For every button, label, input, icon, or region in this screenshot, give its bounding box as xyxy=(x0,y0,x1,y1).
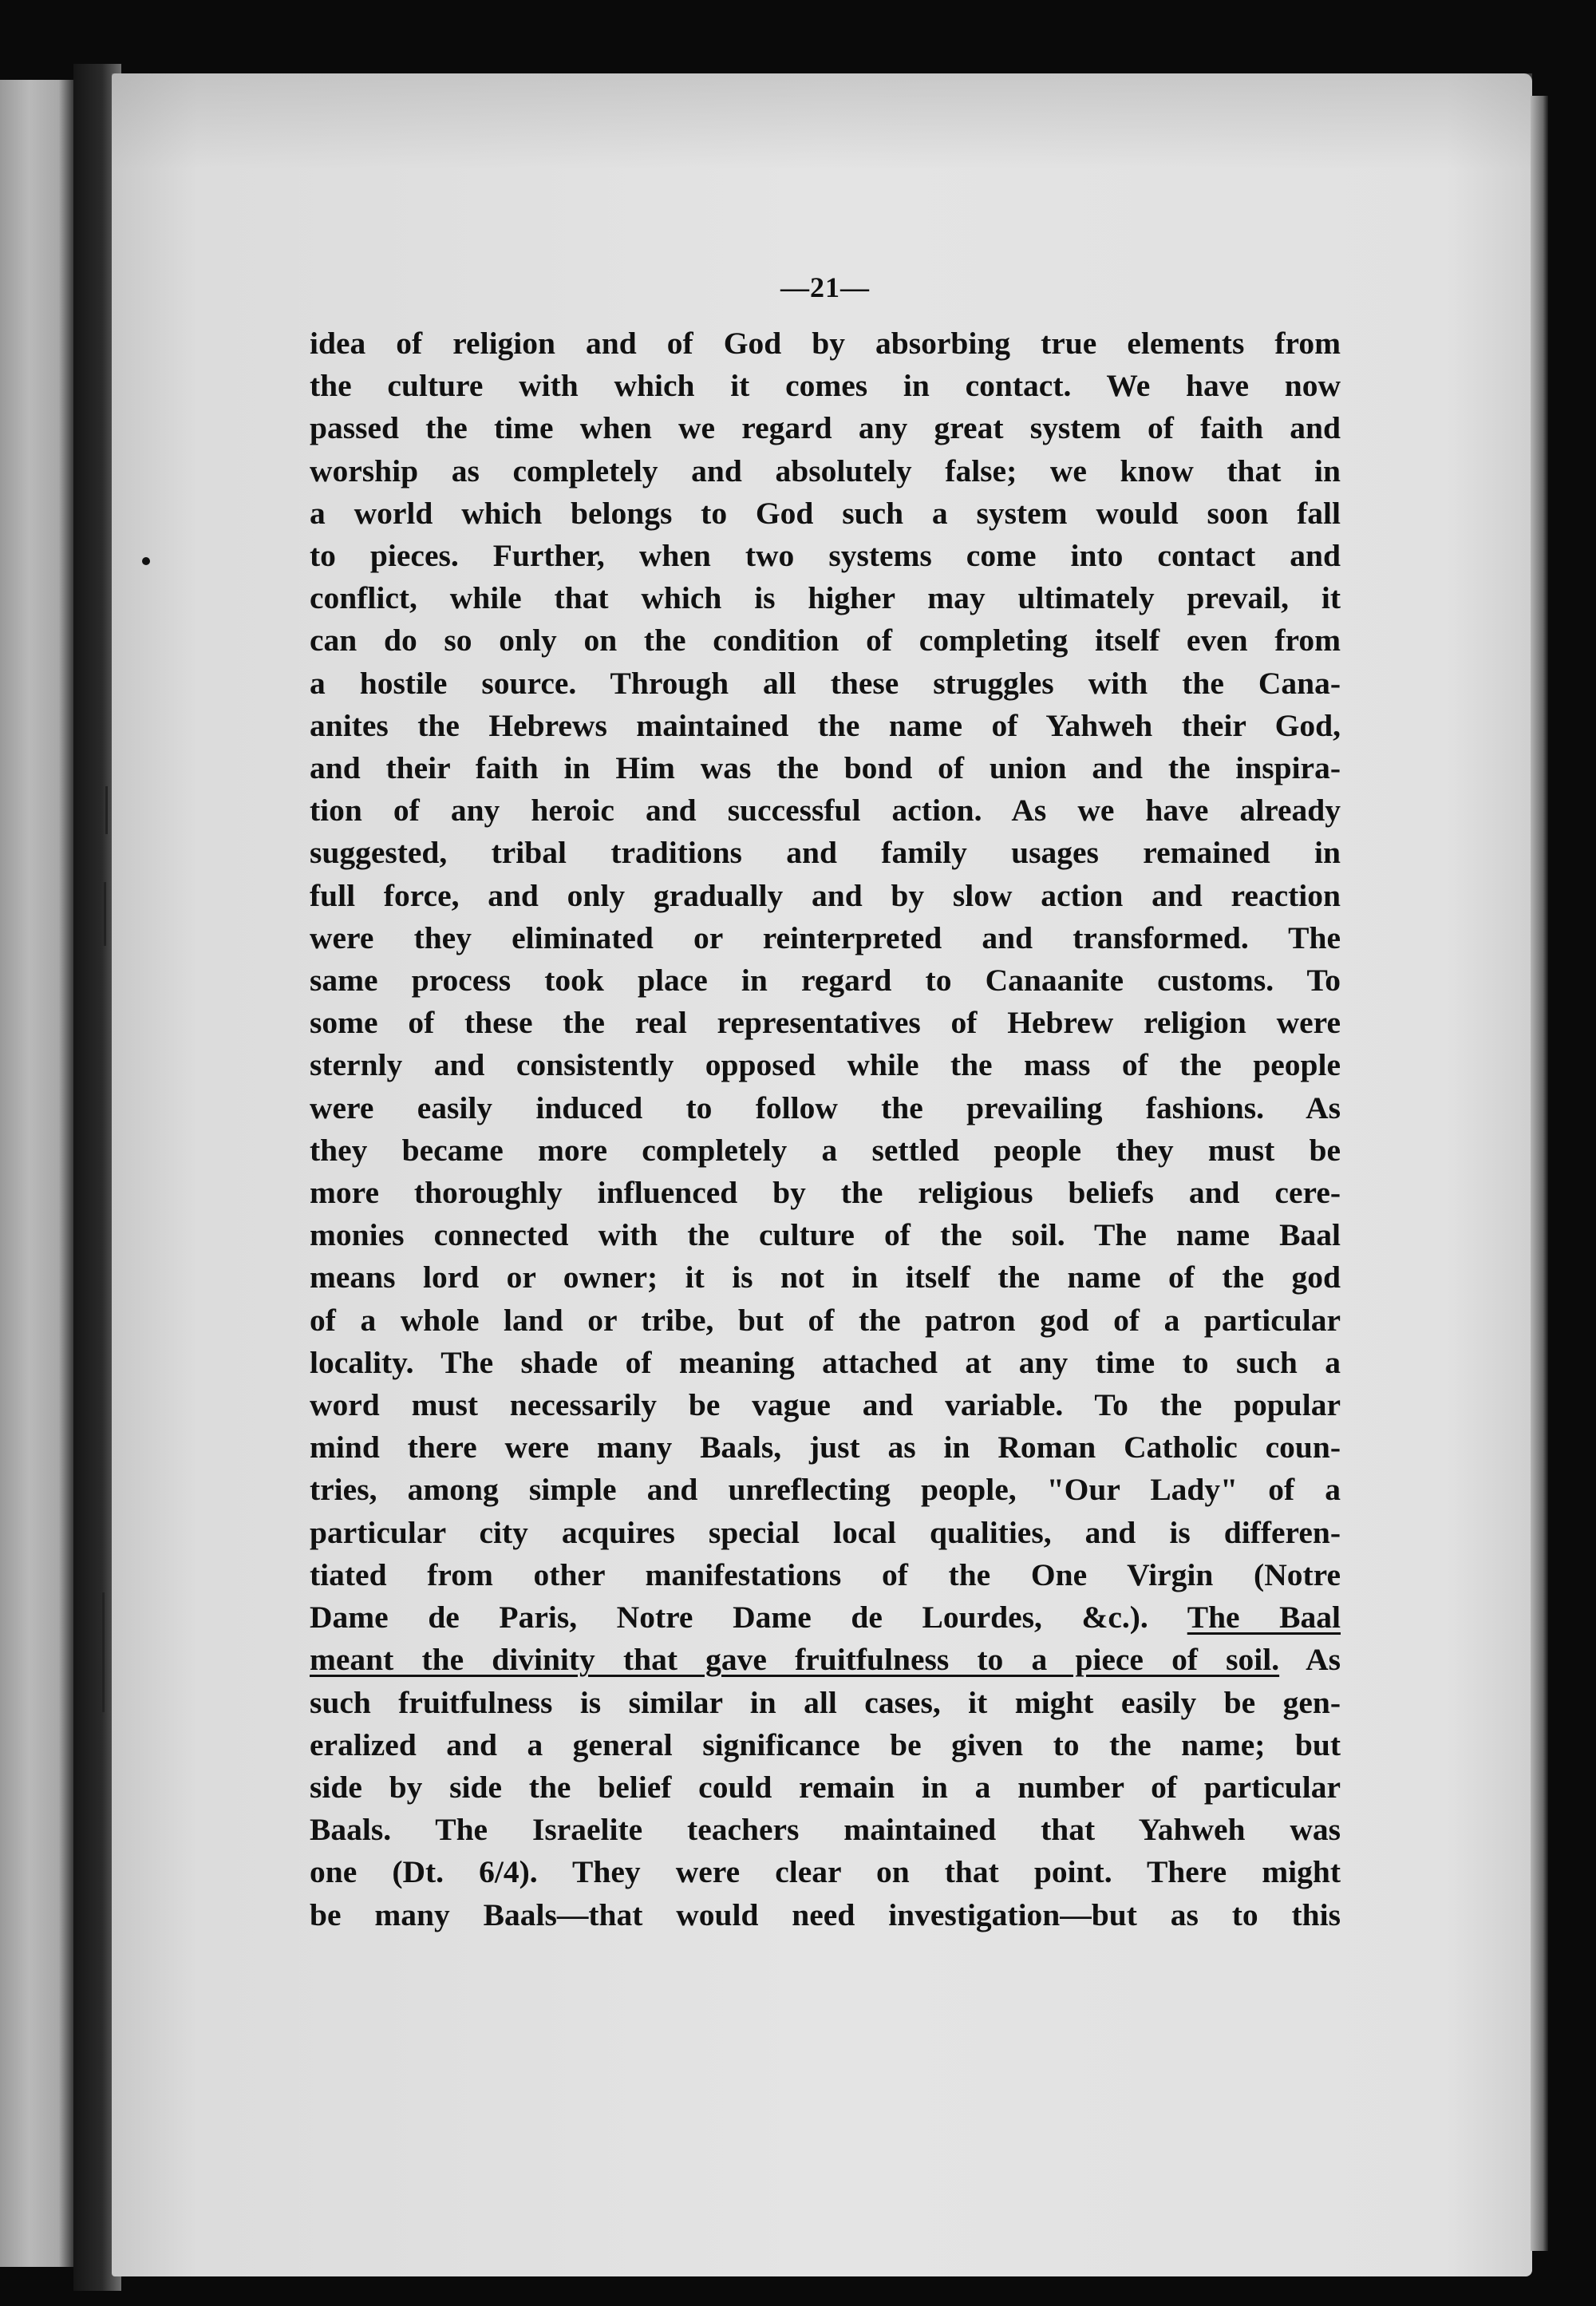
underlined-phrase: The Baal xyxy=(1187,1600,1341,1636)
text-line: idea of religion and of God by absorbing true elements from xyxy=(310,326,1341,361)
text-line: of a whole land or tribe, but of the patron god of a particular xyxy=(310,1302,1341,1338)
text-line: particular city acquires special local qualities, and is differen- xyxy=(310,1514,1341,1550)
text-line: passed the time when we regard any great system of faith and xyxy=(310,410,1341,446)
text-line: one (Dt. 6/4). They were clear on that point. There might xyxy=(310,1854,1341,1890)
text-line: a world which belongs to God such a system would soon fall xyxy=(310,495,1341,531)
text-line: anites the Hebrews maintained the name of Yahweh their God, xyxy=(310,707,1341,743)
text-line: eralized and a general significance be given to the name; but xyxy=(310,1727,1341,1762)
text-line-underlined-end: Dame de Paris, Notre Dame de Lourdes, &c.). The Baal xyxy=(310,1600,1341,1636)
text-line: full force, and only gradually and by slow action and reaction xyxy=(310,877,1341,913)
text-line: mind there were many Baals, just as in Roman Catholic coun- xyxy=(310,1430,1341,1465)
text-line: locality. The shade of meaning attached at any time to such a xyxy=(310,1344,1341,1380)
text-line: tion of any heroic and successful action. As we have already xyxy=(310,793,1341,829)
text-line: more thoroughly influenced by the religious beliefs and cere- xyxy=(310,1175,1341,1211)
text-line: sternly and consistently opposed while the mass of the people xyxy=(310,1047,1341,1083)
text-line: were easily induced to follow the prevailing fashions. As xyxy=(310,1090,1341,1125)
text-line: to pieces. Further, when two systems come into contact and xyxy=(310,538,1341,574)
text-line: tries, among simple and unreflecting people, "Our Lady" of a xyxy=(310,1472,1341,1508)
text-line: means lord or owner; it is not in itself the name of the god xyxy=(310,1260,1341,1295)
text-line: such fruitfulness is similar in all cases, it might easily be gen- xyxy=(310,1684,1341,1720)
text-line: same process took place in regard to Canaanite customs. To xyxy=(310,963,1341,999)
page-top-shadow xyxy=(112,73,1532,169)
text-line: some of these the real representatives of Hebrew religion were xyxy=(310,1005,1341,1041)
page-right-edge xyxy=(1531,96,1548,2251)
text-line: tiated from other manifestations of the One Virgin (Notre xyxy=(310,1556,1341,1592)
margin-mark xyxy=(105,786,108,834)
text-line: worship as completely and absolutely false; we know that in xyxy=(310,453,1341,488)
margin-mark xyxy=(104,882,106,946)
text-line: the culture with which it comes in contact. We have now xyxy=(310,368,1341,404)
text-line: can do so only on the condition of completing itself even from xyxy=(310,623,1341,659)
page-number: —21— xyxy=(780,271,870,303)
body-text xyxy=(310,322,1341,1936)
text-line: be many Baals—that would need investigation—but as to this xyxy=(310,1897,1341,1932)
text-line: suggested, tribal traditions and family usages remained in xyxy=(310,835,1341,871)
text-line: Baals. The Israelite teachers maintained that Yahweh was xyxy=(310,1812,1341,1848)
margin-speck xyxy=(142,557,150,565)
text-line: side by side the belief could remain in a number of particular xyxy=(310,1769,1341,1805)
text-line: were they eliminated or reinterpreted and transformed. The xyxy=(310,920,1341,955)
facing-page-edge xyxy=(0,80,73,2267)
text-line: they became more completely a settled people they must be xyxy=(310,1132,1341,1168)
margin-mark xyxy=(102,1592,105,1712)
text-line: word must necessarily be vague and variable. To the popular xyxy=(310,1387,1341,1423)
text-line: conflict, while that which is higher may ultimately prevail, it xyxy=(310,580,1341,616)
text-line: and their faith in Him was the bond of union and the inspira- xyxy=(310,750,1341,786)
text-line: a hostile source. Through all these struggles with the Cana- xyxy=(310,665,1341,701)
text-line: monies connected with the culture of the soil. The name Baal xyxy=(310,1217,1341,1253)
text-line-underlined-start: meant the divinity that gave fruitfulness to a piece of soil. As xyxy=(310,1642,1341,1678)
page-content xyxy=(310,270,1341,1936)
underlined-phrase: meant the divinity that gave fruitfulness to a piece of soil. xyxy=(310,1642,1280,1678)
